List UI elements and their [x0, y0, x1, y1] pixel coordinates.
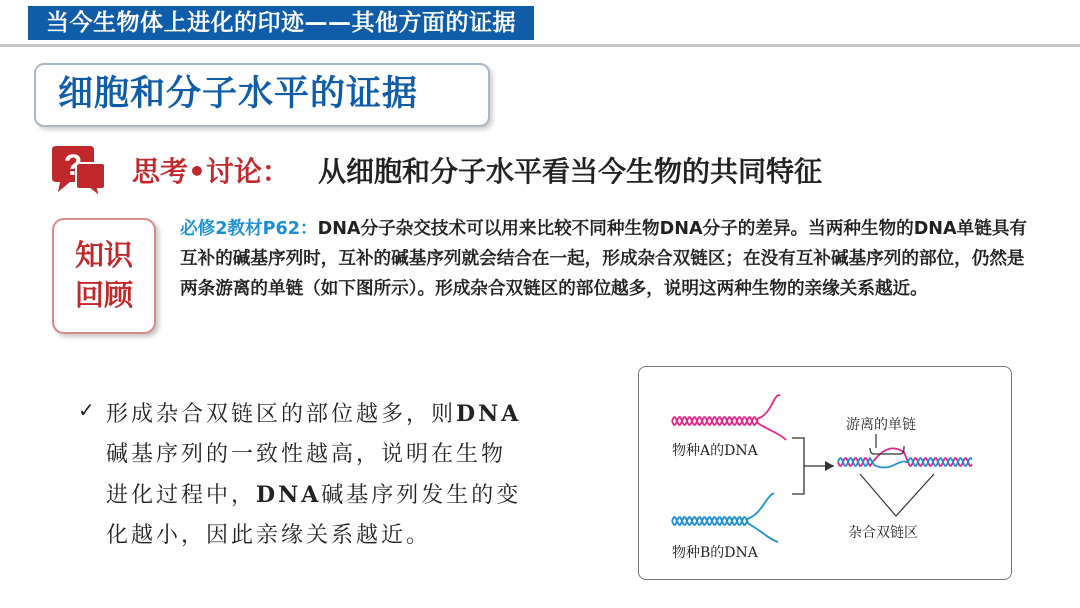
- discussion-title: 从细胞和分子水平看当今生物的共同特征: [318, 155, 823, 188]
- hybrid-region-pointer: [860, 474, 934, 516]
- species-b-helix: [672, 494, 778, 542]
- paragraph-body: DNA分子杂交技术可以用来比较不同种生物DNA分子的差异。当两种生物的DNA单链具有互补的碱基序列时，互补的碱基序列就会结合在一起，形成杂合双链区；在没有互补碱基序列的部位，仍然是两条游离的单链（如下图所示）。形成杂合双链区的部位越多，说明这两种生物的亲缘关系越近。: [180, 219, 1028, 299]
- species-a-helix: [672, 395, 786, 440]
- knowledge-review-line1: 知识: [74, 238, 133, 272]
- arrow-head: [825, 461, 834, 471]
- hybrid-helix: [838, 448, 972, 467]
- label-hybrid-region: 杂合双链区: [848, 525, 918, 541]
- header-bar: [0, 0, 1080, 46]
- label-free-strand: 游离的单链: [846, 417, 916, 433]
- conclusion-line-1: 形成杂合双链区的部位越多，则DNA: [106, 401, 522, 427]
- header-title: 当今生物体上进化的印迹——其他方面的证据: [28, 6, 534, 40]
- section-title: 细胞和分子水平的证据: [58, 74, 419, 114]
- label-species-a: 物种A的DNA: [672, 443, 758, 459]
- conclusion-text: [106, 394, 556, 556]
- conclusion-line-2: 碱基序列的一致性越高，说明在生物: [106, 442, 507, 467]
- svg-text:?: ?: [63, 149, 83, 182]
- free-strand-pointer: [870, 434, 904, 454]
- textbook-paragraph: [180, 214, 1028, 304]
- check-icon: ✓: [78, 398, 95, 422]
- discussion-label: 思考•讨论：: [132, 155, 290, 188]
- paragraph-source: 必修2教材P62：: [180, 219, 318, 239]
- conclusion-line-3: 进化过程中，DNA碱基序列发生的变: [106, 482, 522, 508]
- label-species-b: 物种B的DNA: [672, 545, 758, 561]
- header-divider: [0, 44, 1080, 47]
- question-bubble-icon: [46, 144, 108, 200]
- knowledge-review-line2: 回顾: [74, 278, 133, 312]
- conclusion-line-4: 化越小，因此亲缘关系越近。: [106, 523, 432, 548]
